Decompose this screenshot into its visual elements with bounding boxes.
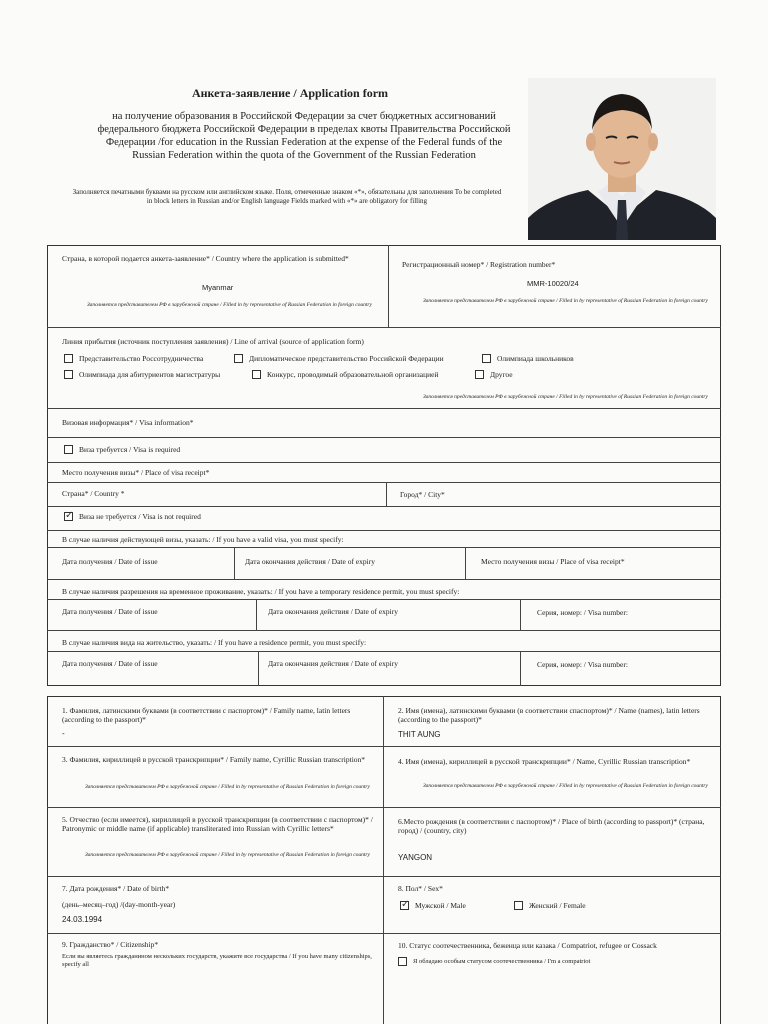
visa-info-label: Визовая информация* / Visa information* [62, 418, 194, 427]
rep-note-name-cyr: Заполняется представителем РФ в зарубежной стране / Filled in by representative of Russian Federation in foreign country [422, 783, 708, 789]
checkbox-checked[interactable] [64, 512, 73, 521]
citizenship-note: Если вы являетесь гражданином нескольких государств, укажите все государства / If you have many citizenships, specify all [62, 953, 372, 968]
arrival-option-diplomatic[interactable]: Дипломатическое представительство Российской Федерации [234, 354, 444, 363]
rep-note-family-cyr: Заполняется представителем РФ в зарубежной стране / Filled in by representative of Russian Federation in foreign country [84, 784, 370, 790]
patronymic-label: 5. Отчество (если имеется), кириллицей в русской транскрипции (в соответствии с паспортом)* / Patronymic or middle name (if applicable) transliterated into Russian with Cyrillic letters* [62, 815, 373, 833]
dob-label: 7. Дата рождения* / Date of birth* [62, 884, 170, 893]
checkbox[interactable] [64, 445, 73, 454]
citizenship-label: 9. Гражданство* / Citizenship* [62, 940, 159, 949]
checkbox[interactable] [64, 370, 73, 379]
family-name-cyr-label: 3. Фамилия, кириллицей в русской транскрипции* / Family name, Cyrillic Russian transcription* [62, 755, 366, 764]
sex-male-option[interactable]: ✓ Мужской / Male [400, 901, 466, 910]
application-info-box [47, 245, 721, 686]
checkbox[interactable] [398, 957, 407, 966]
portrait-illustration [528, 78, 716, 240]
registration-label: Регистрационный номер* / Registration number* [402, 260, 556, 269]
checkbox-checked[interactable] [400, 901, 409, 910]
temp-visa-number-label: Серия, номер: / Visa number: [537, 608, 628, 617]
birthplace-label: 6.Место рождения (в соответствии с паспортом)* / Place of birth (according to passport)* (страна, город) / (country, city) [398, 817, 705, 835]
rep-note-country: Заполняется представителем РФ в зарубежной стране / Filled in by representative of Russian Federation in foreign country [86, 302, 372, 308]
registration-value[interactable]: MMR-10020/24 [527, 279, 579, 288]
birthplace-value[interactable]: YANGON [398, 853, 433, 862]
residence-permit-label: В случае наличия вида на жительство, указать: / If you have a residence permit, you must specify: [62, 638, 367, 647]
rep-note-patronymic: Заполняется представителем РФ в зарубежной стране / Filled in by representative of Russian Federation in foreign country [84, 852, 370, 858]
temp-date-expiry-label: Дата окончания действия / Date of expiry [268, 607, 398, 616]
compatriot-label: 10. Статус соотечественника, беженца или казака / Compatriot, refugee or Cossack [398, 941, 657, 950]
arrival-option-masters-olympiad[interactable]: Олимпиада для абитуриентов магистратуры [64, 370, 220, 379]
visa-city-label: Город* / City* [400, 490, 445, 499]
dob-value[interactable]: 24.03.1994 [62, 915, 103, 924]
valid-visa-label: В случае наличия действующей визы, указать: / If you have a valid visa, you must specify: [62, 535, 344, 544]
arrival-option-rossotrudnichestvo[interactable]: Представительство Россотрудничества [64, 354, 203, 363]
fill-instructions: Заполняется печатными буквами на русском или английском языке. Поля, отмеченные знаком «*», обязательны для заполнения To be completed in block letters in Russian and/or English language Fields marked with «*» are obligatory for filling [72, 188, 502, 205]
visa-required-option[interactable]: Виза требуется / Visa is required [64, 445, 180, 454]
sex-female-option[interactable]: Женский / Female [514, 901, 586, 910]
checkbox[interactable] [482, 354, 491, 363]
arrival-option-school-olympiad[interactable]: Олимпиада школьников [482, 354, 574, 363]
checkbox[interactable] [514, 901, 523, 910]
country-value[interactable]: Myanmar [202, 283, 234, 292]
sex-label: 8. Пол* / Sex* [398, 884, 443, 893]
applicant-photo [528, 78, 716, 240]
res-visa-number-label: Серия, номер: / Visa number: [537, 660, 628, 669]
temp-date-issue-label: Дата получения / Date of issue [62, 607, 158, 616]
checkbox[interactable] [252, 370, 261, 379]
checkbox[interactable] [475, 370, 484, 379]
arrival-label: Линия прибытия (источник поступления заявления) / Line of arrival (source of application form) [62, 337, 364, 346]
checkbox[interactable] [234, 354, 243, 363]
given-name-cyr-label: 4. Имя (имена), кириллицей в русской транскрипции* / Name, Cyrillic Russian transcription* [398, 757, 691, 766]
visa-date-expiry-label: Дата окончания действия / Date of expiry [245, 557, 375, 566]
form-title: Анкета-заявление / Application form [191, 86, 389, 100]
visa-place-label: Место получения визы* / Place of visa receipt* [62, 468, 210, 477]
arrival-option-other[interactable]: Другое [475, 370, 513, 379]
family-name-value[interactable]: - [62, 729, 65, 738]
arrival-option-contest[interactable]: Конкурс, проводимый образовательной организацией [252, 370, 438, 379]
temp-residence-label: В случае наличия разрешения на временное проживание, указать: / If you have a temporary residence permit, you must specify: [62, 587, 460, 596]
res-date-expiry-label: Дата окончания действия / Date of expiry [268, 659, 398, 668]
visa-not-required-option[interactable]: ✓ Виза не требуется / Visa is not required [64, 512, 201, 521]
rep-note-registration: Заполняется представителем РФ в зарубежной стране / Filled in by representative of Russian Federation in foreign country [422, 298, 708, 304]
form-subtitle: на получение образования в Российской Федерации за счет бюджетных ассигнований федерального бюджета Российской Федерации в пределах квоты Правительства Российской Федерации /for education in the Russian Federation at the expense of the Federal funds of the Russian Federation within the quota of the Government of the Russian Federation [97, 111, 511, 161]
checkbox[interactable] [64, 354, 73, 363]
visa-country-label: Страна* / Country * [62, 489, 125, 498]
family-name-label: 1. Фамилия, латинскими буквами (в соответствии с паспортом)* / Family name, latin letters (according to the passport)* [62, 706, 351, 724]
given-name-label: 2. Имя (имена), латинскими буквами (в соответствии спаспортом)* / Name (names), latin letters (according to the passport)* [398, 706, 700, 724]
dob-format: (день–месяц–год) /(day-month-year) [62, 900, 176, 909]
country-label: Страна, в которой подается анкета-заявление* / Country where the application is submitted* [62, 254, 349, 263]
res-date-issue-label: Дата получения / Date of issue [62, 659, 158, 668]
compatriot-option[interactable]: Я обладаю особым статусом соотечественника / I'm a compatriot [398, 957, 590, 966]
visa-date-issue-label: Дата получения / Date of issue [62, 557, 158, 566]
rep-note-arrival: Заполняется представителем РФ в зарубежной стране / Filled in by representative of Russian Federation in foreign country [422, 394, 708, 400]
visa-place-receipt-label: Место получения визы / Place of visa receipt* [481, 557, 625, 566]
given-name-value[interactable]: THIT AUNG [398, 730, 441, 739]
